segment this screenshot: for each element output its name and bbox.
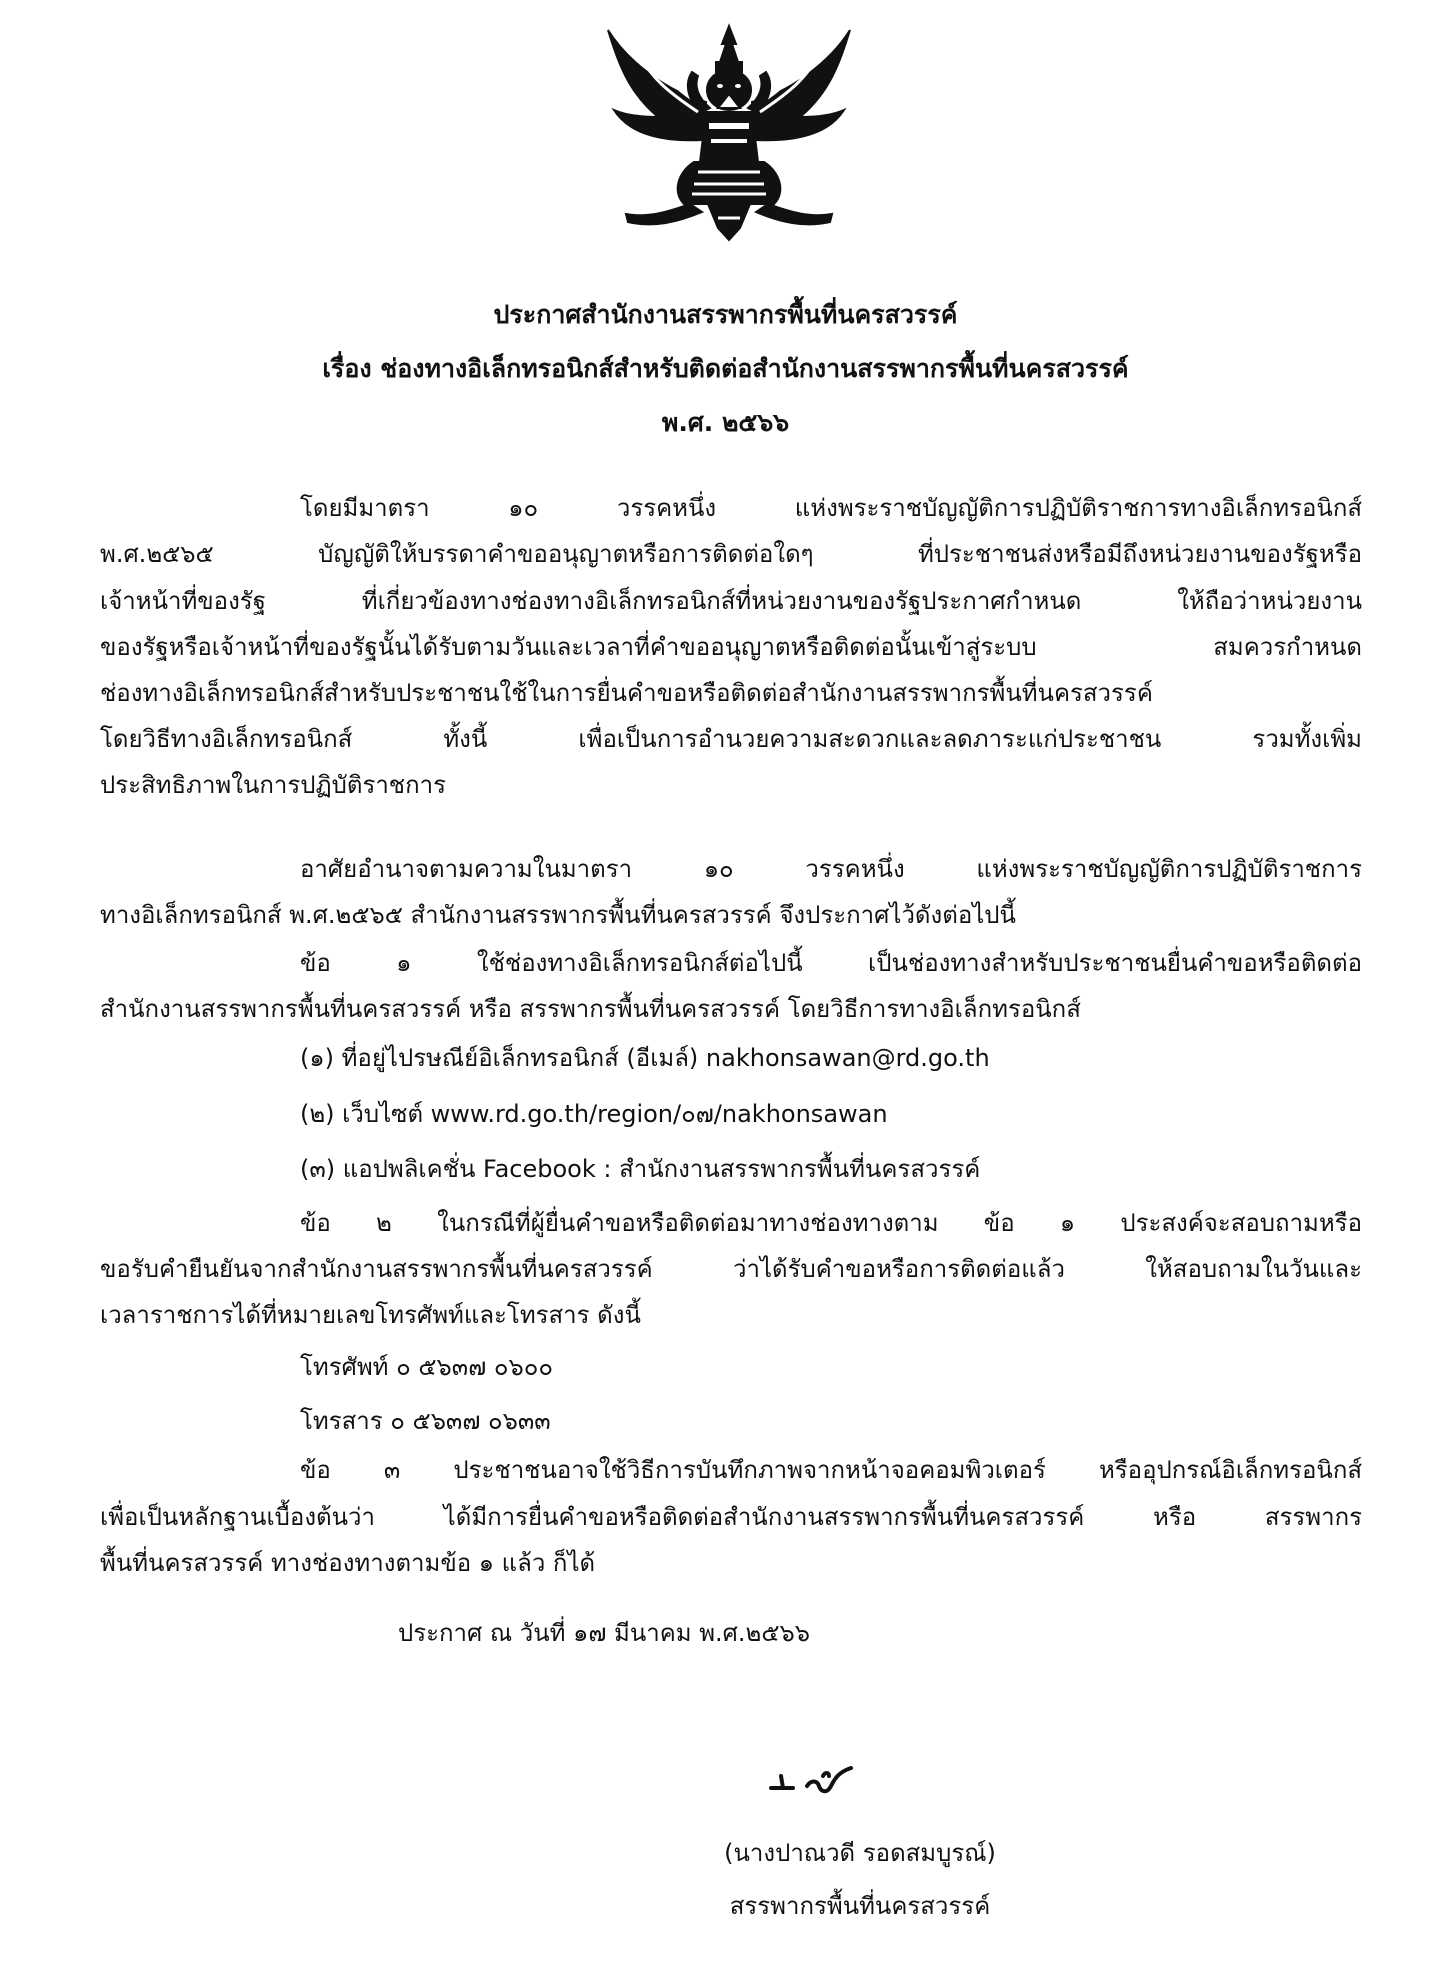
para1-line-7: ประสิทธิภาพในการปฏิบัติราชการ bbox=[100, 771, 446, 799]
para1-line-6: โดยวิธีทางอิเล็กทรอนิกส์ ทั้งนี้ เพื่อเป็นการอำนวยความสะดวกและลดภาระแก่ประชาชน รวมทั้งเพิ่ม bbox=[100, 725, 1362, 753]
announcement-date: ประกาศ ณ วันที่ ๑๗ มีนาคม พ.ศ.๒๕๖๖ bbox=[398, 1619, 810, 1647]
para1-line-3: เจ้าหน้าที่ของรัฐ ที่เกี่ยวข้องทางช่องทางอิเล็กทรอนิกส์ที่หน่วยงานของรัฐประกาศกำหนด ให้ถือว่าหน่วยงาน bbox=[100, 587, 1362, 615]
title-line-3: พ.ศ. ๒๕๖๖ bbox=[661, 408, 790, 437]
channel-email: (๑) ที่อยู่ไปรษณีย์อิเล็กทรอนิกส์ (อีเมล์) nakhonsawan@rd.go.th bbox=[300, 1044, 990, 1072]
para1-line-5: ช่องทางอิเล็กทรอนิกส์สำหรับประชาชนใช้ในการยื่นคำขอหรือติดต่อสำนักงานสรรพากรพื้นที่นครสวรรค์ bbox=[100, 679, 1153, 707]
channel-facebook: (๓) แอปพลิเคชั่น Facebook : สำนักงานสรรพากรพื้นที่นครสวรรค์ bbox=[300, 1155, 981, 1183]
phone-number: โทรศัพท์ ๐ ๕๖๓๗ ๐๖๐๐ bbox=[300, 1353, 554, 1381]
clause3-line-3: พื้นที่นครสวรรค์ ทางช่องทางตามข้อ ๑ แล้ว ก็ได้ bbox=[100, 1549, 596, 1577]
para2-line-1: อาศัยอำนาจตามความในมาตรา ๑๐ วรรคหนึ่ง แห่งพระราชบัญญัติการปฏิบัติราชการ bbox=[300, 855, 1362, 883]
para1-line-4: ของรัฐหรือเจ้าหน้าที่ของรัฐนั้นได้รับตามวันและเวลาที่คำขออนุญาตหรือติดต่อนั้นเข้าสู่ระบบ สมควรกำหนด bbox=[100, 633, 1362, 661]
garuda-emblem-icon bbox=[598, 22, 860, 250]
title-line-2: เรื่อง ช่องทางอิเล็กทรอนิกส์สำหรับติดต่อสำนักงานสรรพากรพื้นที่นครสวรรค์ bbox=[322, 354, 1129, 383]
signer-position: สรรพากรพื้นที่นครสวรรค์ bbox=[729, 1892, 991, 1920]
clause2-line-2: ขอรับคำยืนยันจากสำนักงานสรรพากรพื้นที่นครสวรรค์ ว่าได้รับคำขอหรือการติดต่อแล้ว ให้สอบถามในวันและ bbox=[100, 1255, 1362, 1283]
signer-name: (นางปาณวดี รอดสมบูรณ์) bbox=[724, 1839, 996, 1867]
clause3-line-2: เพื่อเป็นหลักฐานเบื้องต้นว่า ได้มีการยื่นคำขอหรือติดต่อสำนักงานสรรพากรพื้นที่นครสวรรค์ หรือ สรรพากร bbox=[100, 1503, 1362, 1531]
clause3-line-1: ข้อ ๓ ประชาชนอาจใช้วิธีการบันทึกภาพจากหน้าจอคอมพิวเตอร์ หรืออุปกรณ์อิเล็กทรอนิกส์ bbox=[300, 1456, 1362, 1484]
fax-number: โทรสาร ๐ ๕๖๓๗ ๐๖๓๓ bbox=[300, 1407, 551, 1435]
clause2-line-1: ข้อ ๒ ในกรณีที่ผู้ยื่นคำขอหรือติดต่อมาทางช่องทางตาม ข้อ ๑ ประสงค์จะสอบถามหรือ bbox=[300, 1209, 1362, 1237]
para2-line-2: ทางอิเล็กทรอนิกส์ พ.ศ.๒๕๖๕ สำนักงานสรรพากรพื้นที่นครสวรรค์ จึงประกาศไว้ดังต่อไปนี้ bbox=[100, 901, 1016, 929]
para1-line-1: โดยมีมาตรา ๑๐ วรรคหนึ่ง แห่งพระราชบัญญัติการปฏิบัติราชการทางอิเล็กทรอนิกส์ bbox=[300, 494, 1362, 522]
clause1-line-2: สำนักงานสรรพากรพื้นที่นครสวรรค์ หรือ สรรพากรพื้นที่นครสวรรค์ โดยวิธีการทางอิเล็กทรอนิกส์ bbox=[100, 995, 1081, 1023]
channel-website: (๒) เว็บไซต์ www.rd.go.th/region/๐๗/nakhonsawan bbox=[300, 1100, 888, 1128]
para1-line-2: พ.ศ.๒๕๖๕ บัญญัติให้บรรดาคำขออนุญาตหรือการติดต่อใดๆ ที่ประชาชนส่งหรือมีถึงหน่วยงานของรัฐหรือ bbox=[100, 540, 1362, 568]
signature-scribble-icon bbox=[767, 1762, 859, 1802]
clause1-line-1: ข้อ ๑ ใช้ช่องทางอิเล็กทรอนิกส์ต่อไปนี้ เป็นช่องทางสำหรับประชาชนยื่นคำขอหรือติดต่อ bbox=[300, 949, 1362, 977]
title-line-1: ประกาศสำนักงานสรรพากรพื้นที่นครสวรรค์ bbox=[493, 300, 958, 329]
clause2-line-3: เวลาราชการได้ที่หมายเลขโทรศัพท์และโทรสาร ดังนี้ bbox=[100, 1301, 641, 1329]
